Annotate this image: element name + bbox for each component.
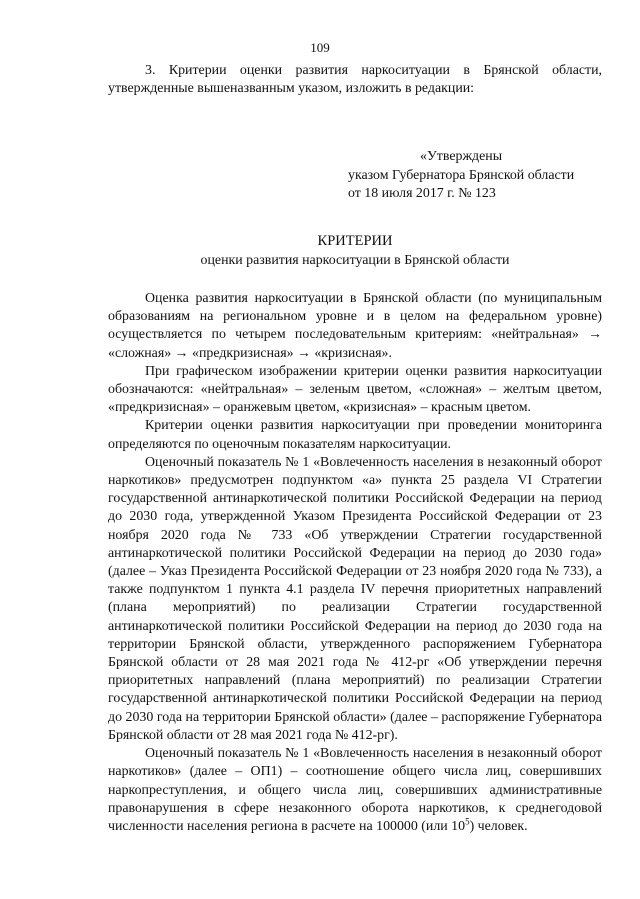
approval-block <box>348 148 602 203</box>
paragraph-3: Критерии оценки развития наркоситуации при проведении мониторинга определяются по оценочным показателям наркоситуации. <box>108 418 602 452</box>
approval-line-1: «Утверждены <box>420 149 503 165</box>
approval-line-2: указом Губернатора Брянской области <box>348 167 575 183</box>
document-body <box>108 62 602 836</box>
page-number: 109 <box>310 40 330 55</box>
paragraph-5-text: Оценочный показатель № 1 «Вовлеченность населения в незаконный оборот наркотиков» (далее – ОП1) – соотношение общего числа лиц, совершивших наркопреступления, и общего числа лиц, совершивших административные правонарушения в сфере незаконного оборота наркотиков, к среднегодовой численности населения региона в расчете на 100000 (или 10 <box>108 746 602 834</box>
approval-line-3: от 18 июля 2017 г. № 123 <box>348 185 496 201</box>
paragraph-1: Оценка развития наркоситуации в Брянской области (по муниципальным образованиям на региональном уровне и в целом на федеральном уровне) осуществляется по четырем последовательным критериям: «нейтральная» → «сложная» → «предкризисная» → «кризисная». <box>108 291 602 361</box>
paragraph-5 <box>108 745 602 836</box>
document-title: КРИТЕРИИ <box>317 233 393 250</box>
paragraph-5-end: ) человек. <box>469 818 528 834</box>
intro-paragraph: 3. Критерии оценки развития наркоситуации в Брянской области, утвержденные вышеназванным указом, изложить в редакции: <box>108 63 602 97</box>
paragraph-2: При графическом изображении критерии оценки развития наркоситуации обозначаются: «нейтральная» – зеленым цветом, «сложная» – желтым цветом, «предкризисная» – оранжевым цветом, «кризисная» – красным цветом. <box>108 363 602 416</box>
paragraph-4: Оценочный показатель № 1 «Вовлеченность населения в незаконный оборот наркотиков» предусмотрен подпунктом «а» пункта 25 раздела VI Стратегии государственной антинаркотической политики Российской Федерации на период до 2030 года, утвержденной Указом Президента Российской Федерации от 23 ноября 2020 года № 733 «Об утверждении Стратегии государственной антинаркотической политики Российской Федерации на период до 2030 года» (далее – Указ Президента Российской Федерации от 23 ноября 2020 года № 733), а также подпунктом 1 пункта 4.1 раздела IV перечня приоритетных направлений (плана мероприятий) по реализации Стратегии государственной антинаркотической политики Российской Федерации на период до 2030 года на территории Брянской области, утвержденного распоряжением Губернатора Брянской области от 28 мая 2021 года № 412-рг «Об утверждении перечня приоритетных направлений (плана мероприятий) по реализации Стратегии государственной антинаркотической политики Российской Федерации на период до 2030 года на территории Брянской области» (далее – распоряжение Губернатора Брянской области от 28 мая 2021 года № 412-рг). <box>108 454 602 743</box>
document-subtitle: оценки развития наркоситуации в Брянской области <box>200 253 510 269</box>
exponent: 5 <box>465 816 470 827</box>
